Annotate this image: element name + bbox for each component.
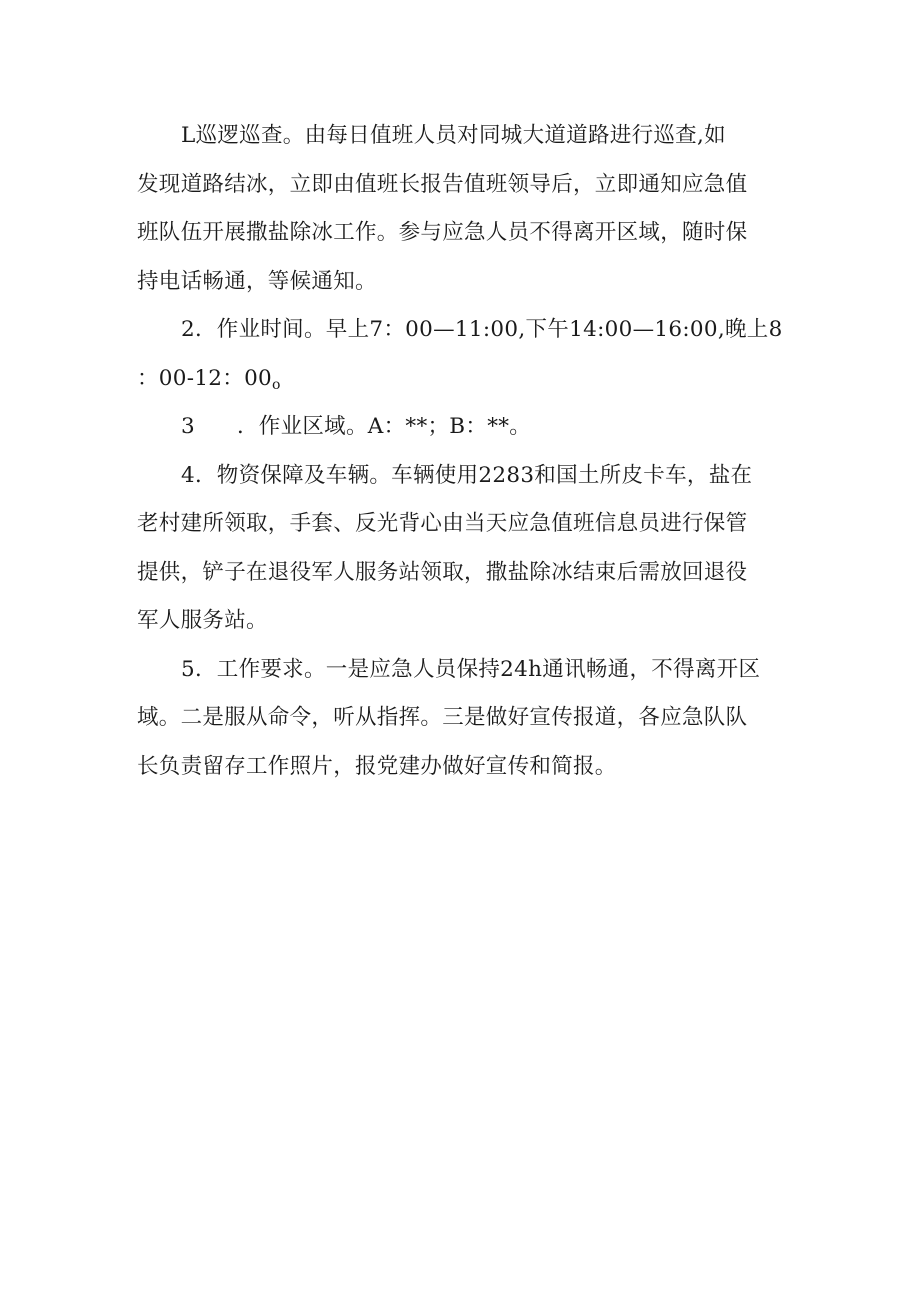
text-span: ．作业区域。A：**；B：**。	[236, 414, 532, 439]
paragraph-requirements	[137, 646, 797, 792]
paragraph-patrol	[137, 112, 797, 306]
text-line: 发现道路结冰，立即由值班长报告值班领导后，立即通知应急值	[137, 171, 748, 197]
text-line: 4．物资保障及车辆。车辆使用2283和国土所皮卡车，盐在	[181, 462, 753, 488]
text-line	[137, 355, 797, 404]
paragraph-work-time	[137, 306, 797, 403]
document-body	[137, 112, 797, 791]
text-line: L巡逻巡查。由每日值班人员对同城大道道路进行巡查,如	[181, 123, 726, 148]
text-line: 军人服务站。	[137, 608, 268, 633]
text-line: 域。二是服从命令，听从指挥。三是做好宣传报道，各应急队队	[137, 705, 748, 730]
text-line: 5．工作要求。一是应急人员保持24h通讯畅通，不得离开区	[181, 656, 761, 682]
paragraph-work-area	[137, 403, 797, 452]
paragraph-supplies	[137, 452, 797, 646]
text-line: 长负责留存工作照片，报党建办做好宣传和简报。	[137, 753, 617, 779]
item-number: 3	[181, 414, 195, 439]
text-line: 班队伍开展撒盐除冰工作。参与应急人员不得离开区域，随时保	[137, 220, 748, 245]
text-line: 2．作业时间。早上7：00—11:00,下午14:00—16:00,晚上8	[181, 317, 783, 342]
subscript-glyph: o	[272, 376, 281, 393]
text-line: 老村建所领取，手套、反光背心由当天应急值班信息员进行保管	[137, 511, 748, 536]
text-line: 提供，铲子在退役军人服务站领取，撒盐除冰结束后需放回退役	[137, 559, 748, 585]
text-line	[137, 403, 797, 452]
text-line: 持电话畅通，等候通知。	[137, 268, 377, 294]
text-span: ：00-12：00	[137, 365, 273, 391]
